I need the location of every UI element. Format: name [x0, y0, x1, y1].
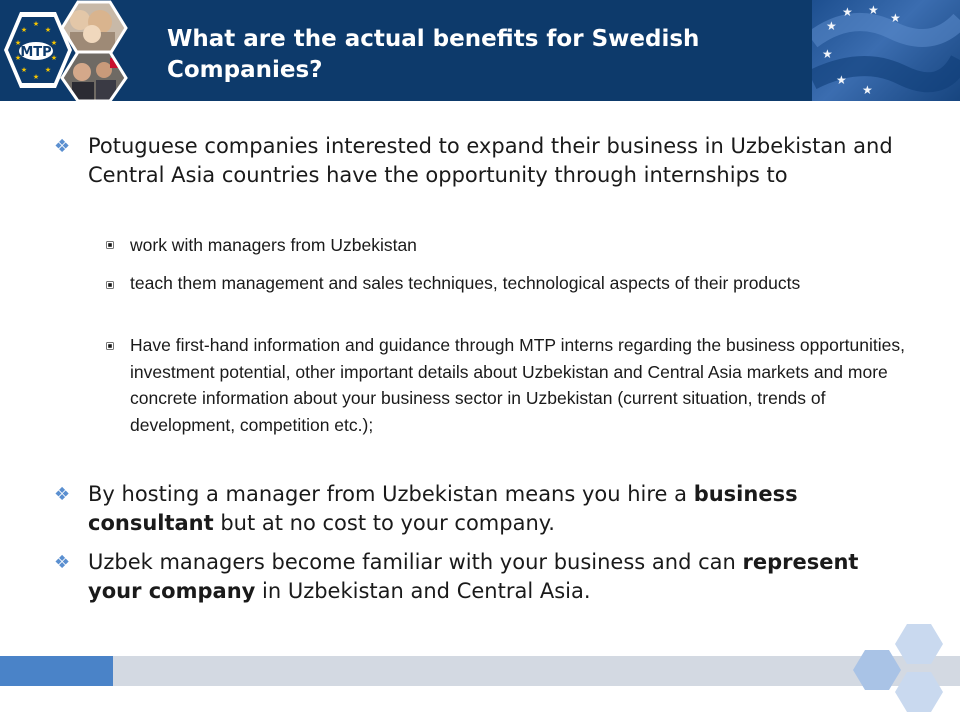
svg-text:★: ★: [890, 11, 901, 25]
logo-text: MTP: [20, 45, 52, 60]
square-bullet-icon: [107, 282, 113, 288]
bullet-text-bold: represent your company: [88, 550, 859, 603]
footer-bar: [0, 656, 960, 686]
svg-text:★: ★: [32, 73, 40, 81]
svg-text:★: ★: [32, 20, 40, 28]
bullet-text-pre: By hosting a manager from Uzbekistan means you hire a: [88, 482, 694, 506]
square-bullet-icon: [107, 343, 113, 349]
svg-text:★: ★: [836, 73, 847, 87]
svg-text:★: ★: [822, 47, 833, 61]
svg-text:★: ★: [20, 26, 28, 34]
svg-text:★: ★: [50, 39, 58, 47]
svg-text:★: ★: [44, 66, 52, 74]
bullet-text-bold: business consultant: [88, 482, 798, 535]
footer-accent-block: [0, 656, 113, 686]
square-bullet-icon: [107, 242, 113, 248]
svg-text:★: ★: [826, 19, 837, 33]
bullet-text-post: in Uzbekistan and Central Asia.: [255, 579, 591, 603]
diamond-flower-icon: ❖: [54, 484, 71, 505]
sub-bullet-text: teach them management and sales techniques, technological aspects of their products: [130, 273, 801, 293]
bullet-text: Potuguese companies interested to expand their business in Uzbekistan and Central Asia countries have the opportunity through internships to: [88, 134, 893, 187]
bullet-text: [88, 480, 908, 538]
svg-text:★: ★: [868, 3, 879, 17]
svg-text:★: ★: [50, 54, 58, 62]
bullet-text: [88, 548, 908, 606]
svg-text:★: ★: [862, 83, 873, 97]
svg-text:★: ★: [842, 5, 853, 19]
diamond-flower-icon: ❖: [54, 136, 71, 157]
svg-text:★: ★: [14, 39, 22, 47]
svg-text:★: ★: [20, 66, 28, 74]
hexagon-decoration: [845, 620, 960, 720]
svg-text:★: ★: [14, 54, 22, 62]
bullet-text-post: but at no cost to your company.: [213, 511, 555, 535]
svg-text:★: ★: [44, 26, 52, 34]
sub-bullet-text: work with managers from Uzbekistan: [130, 235, 417, 255]
bullet-text-pre: Uzbek managers become familiar with your business and can: [88, 550, 743, 574]
diamond-flower-icon: ❖: [54, 552, 71, 573]
page-title: What are the actual benefits for Swedish Companies?: [167, 26, 700, 83]
sub-bullet-text: Have first-hand information and guidance through MTP interns regarding the business opportunities, investment potential, other important details about Uzbekistan and Central Asia markets and more concrete information about your business sector in Uzbekistan (current situation, trends of development, competition etc.);: [130, 335, 905, 435]
